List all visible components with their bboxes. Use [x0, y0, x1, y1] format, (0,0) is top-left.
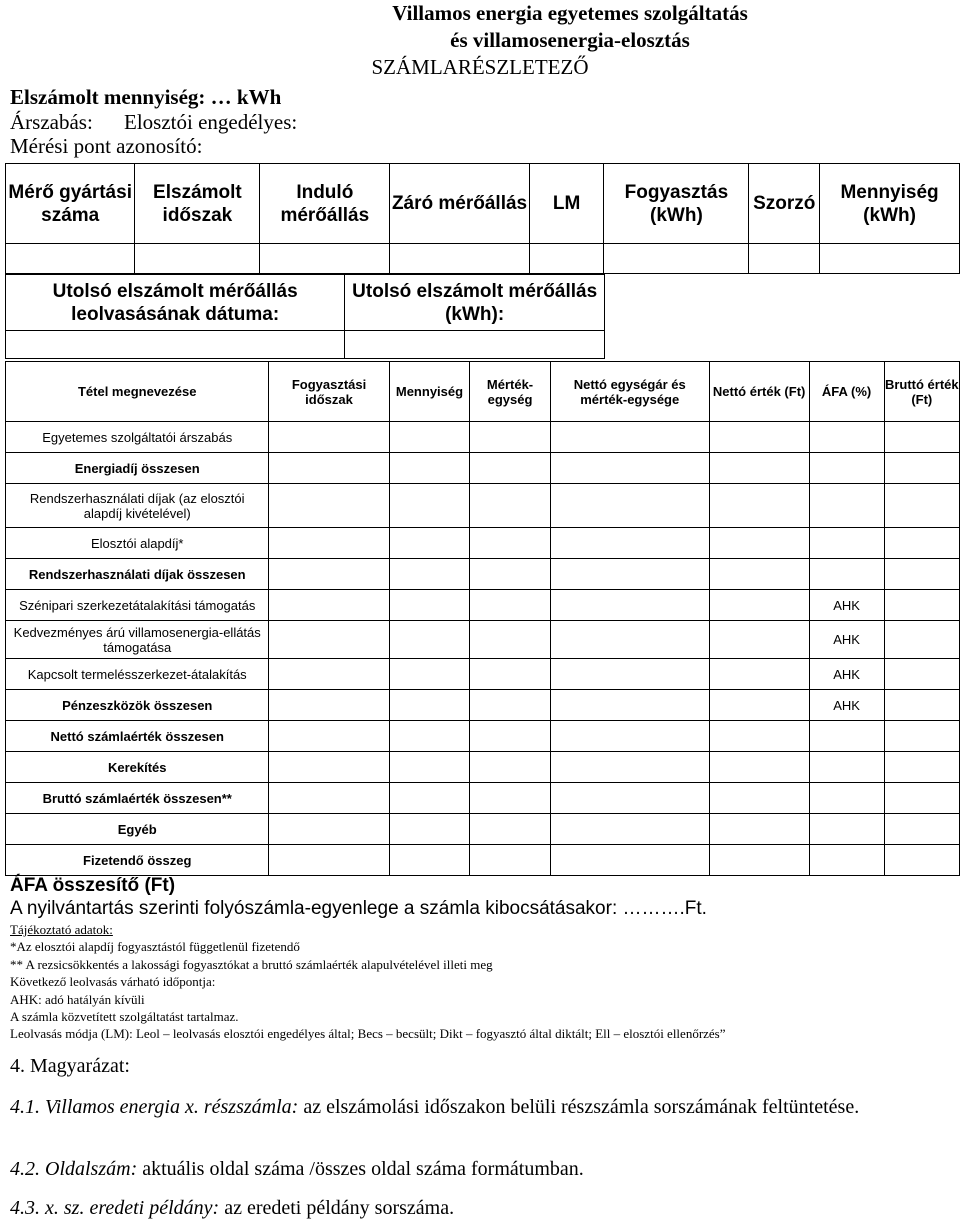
item-cell: [269, 559, 389, 590]
item-cell: [884, 845, 959, 876]
item-cell: [709, 528, 809, 559]
title-line-1: Villamos energia egyetemes szolgáltatás: [392, 1, 748, 25]
table-row: [6, 783, 960, 814]
unit-price-header: Nettó egységár és mérték-egysége: [550, 362, 709, 422]
item-cell: [550, 721, 709, 752]
item-cell: [269, 453, 389, 484]
title-line-2: és villamosenergia-elosztás: [450, 28, 690, 52]
notes-block: [10, 921, 960, 1043]
end-reading-header: Záró mérőállás: [390, 164, 530, 244]
item-label: Pénzeszközök összesen: [6, 690, 269, 721]
item-cell: [470, 721, 550, 752]
period-header: Fogyasztási időszak: [269, 362, 389, 422]
item-cell: [470, 690, 550, 721]
item-cell: [884, 559, 959, 590]
item-cell: [389, 528, 470, 559]
item-vat: [809, 453, 884, 484]
table-row: [6, 422, 960, 453]
note-line: A számla közvetített szolgáltatást tartalmaz.: [10, 1009, 239, 1025]
item-label: Nettó számlaérték összesen: [6, 721, 269, 752]
item-cell: [884, 814, 959, 845]
item-cell: [709, 590, 809, 621]
meter-cell: [604, 244, 749, 274]
meter-cell: [6, 244, 135, 274]
item-label: Szénipari szerkezetátalakítási támogatás: [6, 590, 269, 621]
item-cell: [470, 453, 550, 484]
net-value-header: Nettó érték (Ft): [709, 362, 809, 422]
item-cell: [269, 783, 389, 814]
pricing-value: Elosztói engedélyes:: [124, 110, 298, 134]
item-cell: [470, 659, 550, 690]
item-cell: [550, 528, 709, 559]
meter-cell: [390, 244, 530, 274]
item-1-number: 4.1.: [10, 1096, 40, 1118]
item-cell: [884, 453, 959, 484]
item-cell: [269, 659, 389, 690]
note-line: *Az elosztói alapdíj fogyasztástól függetlenül fizetendő: [10, 939, 300, 955]
item-vat: AHK: [809, 621, 884, 659]
billed-period-header: Elszámolt időszak: [135, 164, 260, 244]
item-cell: [269, 528, 389, 559]
billed-quantity: Elszámolt mennyiség: … kWh: [10, 85, 282, 109]
item-cell: [470, 484, 550, 528]
item-label: Fizetendő összeg: [6, 845, 269, 876]
meter-cell: [529, 244, 604, 274]
item-cell: [884, 621, 959, 659]
item-1-text: az elszámolási időszakon belüli részszámla sorszámának feltüntetése.: [303, 1096, 860, 1118]
item-cell: [470, 621, 550, 659]
item-label: Elosztói alapdíj*: [6, 528, 269, 559]
item-cell: [884, 484, 959, 528]
item-1-term-2: részszámla:: [203, 1096, 299, 1118]
last-reading-value-label: Utolsó elszámolt mérőállás (kWh):: [345, 275, 605, 331]
item-vat: AHK: [809, 690, 884, 721]
explanation-item-2: [10, 1158, 584, 1181]
table-row: [6, 845, 960, 876]
item-cell: [389, 453, 470, 484]
item-cell: [550, 783, 709, 814]
item-cell: [884, 690, 959, 721]
item-label: Rendszerhasználati díjak (az elosztói alapdíj kivételével): [6, 484, 269, 528]
table-row: [6, 721, 960, 752]
last-reading-date-label: Utolsó elszámolt mérőállás leolvasásának dátuma:: [6, 275, 345, 331]
last-reading-date-cell: [6, 331, 345, 359]
item-cell: [470, 783, 550, 814]
item-cell: [709, 845, 809, 876]
item-vat: [809, 559, 884, 590]
item-cell: [709, 453, 809, 484]
item-cell: [709, 814, 809, 845]
meter-cell: [820, 244, 960, 274]
meter-cell: [260, 244, 390, 274]
meter-cell: [749, 244, 820, 274]
item-2-text: aktuális oldal száma /összes oldal száma formátumban.: [142, 1158, 584, 1180]
item-label: Energiadíj összesen: [6, 453, 269, 484]
note-line: Következő leolvasás várható időpontja:: [10, 974, 216, 990]
item-cell: [389, 690, 470, 721]
item-cell: [550, 559, 709, 590]
notes-heading: Tájékoztató adatok:: [10, 922, 113, 937]
item-cell: [389, 590, 470, 621]
item-vat: AHK: [809, 590, 884, 621]
table-row: [6, 559, 960, 590]
item-cell: [709, 690, 809, 721]
item-cell: [550, 590, 709, 621]
table-row: [6, 690, 960, 721]
meter-cell: [135, 244, 260, 274]
item-cell: [709, 484, 809, 528]
item-cell: [709, 422, 809, 453]
item-cell: [269, 484, 389, 528]
item-cell: [389, 422, 470, 453]
consumption-header: Fogyasztás (kWh): [604, 164, 749, 244]
table-row: [6, 484, 960, 528]
lm-header: LM: [529, 164, 604, 244]
item-cell: [389, 845, 470, 876]
item-cell: [884, 590, 959, 621]
table-row: [6, 659, 960, 690]
item-cell: [389, 814, 470, 845]
table-row: [6, 590, 960, 621]
item-cell: [709, 721, 809, 752]
item-cell: [470, 845, 550, 876]
item-cell: [389, 659, 470, 690]
item-label: Kedvezményes árú villamosenergia-ellátás támogatása: [6, 621, 269, 659]
item-cell: [709, 752, 809, 783]
last-reading-table: [5, 274, 605, 359]
start-reading-header: Induló mérőállás: [260, 164, 390, 244]
item-3-text: az eredeti példány sorszáma.: [224, 1197, 455, 1219]
item-cell: [884, 659, 959, 690]
item-3-number: 4.3.: [10, 1197, 40, 1219]
table-row: [6, 528, 960, 559]
item-cell: [709, 783, 809, 814]
item-label: Egyetemes szolgáltatói árszabás: [6, 422, 269, 453]
explanation-item-1: [10, 1095, 890, 1120]
vat-header: ÁFA (%): [809, 362, 884, 422]
item-cell: [389, 484, 470, 528]
item-vat: [809, 528, 884, 559]
item-cell: [550, 814, 709, 845]
item-vat: [809, 422, 884, 453]
item-label: Bruttó számlaérték összesen**: [6, 783, 269, 814]
item-cell: [550, 484, 709, 528]
item-cell: [550, 752, 709, 783]
item-vat: [809, 845, 884, 876]
gross-value-header: Bruttó érték (Ft): [884, 362, 959, 422]
item-cell: [884, 528, 959, 559]
table-row: [6, 814, 960, 845]
item-cell: [470, 590, 550, 621]
item-cell: [389, 621, 470, 659]
item-cell: [269, 621, 389, 659]
explanation-title: 4. Magyarázat:: [10, 1055, 130, 1077]
item-cell: [550, 690, 709, 721]
item-cell: [709, 559, 809, 590]
item-vat: [809, 721, 884, 752]
note-line: Leolvasás módja (LM): Leol – leolvasás elosztói engedélyes által; Becs – becsült; Dikt – fogyasztó által diktált; Ell – elosztói ellenőrzés”: [10, 1026, 726, 1042]
item-cell: [884, 422, 959, 453]
last-reading-value-cell: [345, 331, 605, 359]
amount-header: Mennyiség: [389, 362, 470, 422]
item-cell: [884, 783, 959, 814]
note-line: ** A rezsicsökkentés a lakossági fogyasztókat a bruttó számlaérték alapulvételével illeti meg: [10, 956, 493, 972]
item-vat: [809, 783, 884, 814]
item-vat: [809, 484, 884, 528]
item-cell: [269, 721, 389, 752]
item-cell: [550, 659, 709, 690]
item-label: Rendszerhasználati díjak összesen: [6, 559, 269, 590]
item-cell: [470, 814, 550, 845]
item-cell: [470, 528, 550, 559]
item-2-number: 4.2.: [10, 1158, 40, 1180]
item-cell: [550, 422, 709, 453]
item-vat: [809, 752, 884, 783]
item-cell: [389, 783, 470, 814]
item-cell: [884, 752, 959, 783]
item-vat: AHK: [809, 659, 884, 690]
item-cell: [389, 752, 470, 783]
item-3-term: x. sz. eredeti példány:: [45, 1197, 220, 1219]
quantity-header: Mennyiség (kWh): [820, 164, 960, 244]
unit-header: Mérték-egység: [470, 362, 550, 422]
explanation-item-3: [10, 1197, 454, 1220]
item-label: Egyéb: [6, 814, 269, 845]
item-1-term: Villamos energia x.: [45, 1096, 199, 1118]
item-vat: [809, 814, 884, 845]
item-cell: [389, 721, 470, 752]
item-cell: [269, 814, 389, 845]
table-row: [6, 621, 960, 659]
pricing-label: Árszabás:: [10, 110, 93, 134]
item-cell: [709, 659, 809, 690]
document-title: [300, 0, 840, 81]
item-cell: [269, 422, 389, 453]
item-cell: [550, 621, 709, 659]
item-cell: [269, 590, 389, 621]
item-cell: [389, 559, 470, 590]
meter-table: [5, 163, 960, 274]
note-line: AHK: adó hatályán kívüli: [10, 991, 145, 1007]
item-label: Kerekítés: [6, 752, 269, 783]
meter-point-id: Mérési pont azonosító:: [10, 134, 203, 158]
item-cell: [550, 453, 709, 484]
item-cell: [470, 559, 550, 590]
item-cell: [709, 621, 809, 659]
item-cell: [269, 752, 389, 783]
item-cell: [470, 752, 550, 783]
item-cell: [269, 845, 389, 876]
items-table: [5, 361, 960, 876]
item-cell: [550, 845, 709, 876]
vat-summary-title: ÁFA összesítő (Ft): [10, 875, 176, 896]
item-name-header: Tétel megnevezése: [6, 362, 269, 422]
title-line-3: SZÁMLARÉSZLETEZŐ: [371, 55, 589, 79]
item-2-term: Oldalszám:: [45, 1158, 138, 1180]
item-cell: [884, 721, 959, 752]
table-row: [6, 752, 960, 783]
item-cell: [470, 422, 550, 453]
item-label: Kapcsolt termelésszerkezet-átalakítás: [6, 659, 269, 690]
account-balance-line: A nyilvántartás szerinti folyószámla-egyenlege a számla kibocsátásakor: ……….Ft.: [10, 898, 707, 919]
meter-serial-header: Mérő gyártási száma: [6, 164, 135, 244]
multiplier-header: Szorzó: [749, 164, 820, 244]
item-cell: [269, 690, 389, 721]
table-row: [6, 453, 960, 484]
